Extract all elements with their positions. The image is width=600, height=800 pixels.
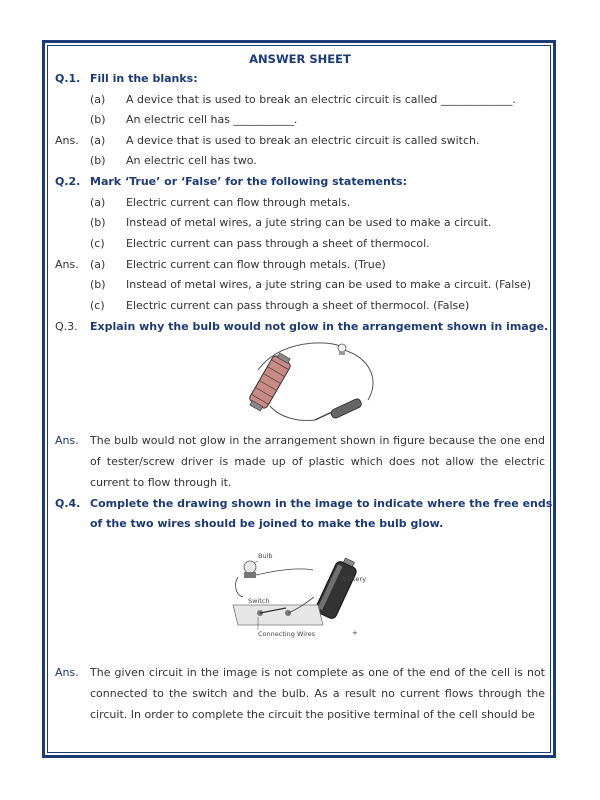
figure-label-bulb: Bulb bbox=[258, 552, 273, 560]
q4-answer-label: Ans. bbox=[55, 666, 79, 679]
q1-question: Fill in the blanks: bbox=[90, 72, 198, 85]
q1-answer-a-text: A device that is used to break an electric circuit is called switch. bbox=[126, 134, 480, 147]
q1-answer-b-label: (b) bbox=[90, 154, 106, 167]
q3-question: Explain why the bulb would not glow in the arrangement shown in image. bbox=[90, 320, 549, 333]
q2-answer-a-label: (a) bbox=[90, 258, 106, 271]
figure-label-plus: + bbox=[352, 629, 358, 637]
q4-answer-text: The given circuit in the image is not complete as one of the end of the cell is not connected to the switch and the bulb. As a result no current flows through the circuit. In order to complete the circuit the positive terminal of the cell should be bbox=[90, 666, 545, 721]
q2-item-b-text: Instead of metal wires, a jute string can be used to make a circuit. bbox=[126, 216, 492, 229]
q1-number: Q.1. bbox=[55, 72, 81, 85]
q2-number: Q.2. bbox=[55, 175, 81, 188]
q1-answer-label: Ans. bbox=[55, 134, 79, 147]
q1-item-a-text: A device that is used to break an electric circuit is called _____________. bbox=[126, 93, 516, 106]
figure-label-connecting-wires: Connecting Wires bbox=[258, 630, 315, 638]
q4-number: Q.4. bbox=[55, 497, 81, 510]
q3-answer-text: The bulb would not glow in the arrangement shown in figure because the one end of tester/screw driver is made up of plastic which does not allow the electric current to flow through it. bbox=[90, 434, 545, 489]
tester-circuit-figure bbox=[240, 338, 390, 430]
q3-number: Q.3. bbox=[55, 320, 78, 333]
q1-item-b-text: An electric cell has ___________. bbox=[126, 113, 298, 126]
q1-item-a-label: (a) bbox=[90, 93, 106, 106]
figure-label-switch: Switch bbox=[248, 597, 270, 605]
q2-item-a-text: Electric current can flow through metals. bbox=[126, 196, 351, 209]
q1-answer-b-text: An electric cell has two. bbox=[126, 154, 257, 167]
q1-item-b-label: (b) bbox=[90, 113, 106, 126]
circuit-figure bbox=[228, 545, 378, 645]
q1-answer-a-label: (a) bbox=[90, 134, 106, 147]
q2-answer-a-text: Electric current can flow through metals. (True) bbox=[126, 258, 386, 271]
q2-item-a-label: (a) bbox=[90, 196, 106, 209]
q4-question-line1: Complete the drawing shown in the image to indicate where the free ends bbox=[90, 497, 553, 510]
q3-answer-label: Ans. bbox=[55, 434, 79, 447]
q2-answer-b-label: (b) bbox=[90, 278, 106, 291]
q2-answer-label: Ans. bbox=[55, 258, 79, 271]
q2-answer-c-text: Electric current can pass through a sheet of thermocol. (False) bbox=[126, 299, 470, 312]
q2-item-c-text: Electric current can pass through a sheet of thermocol. bbox=[126, 237, 430, 250]
q2-item-c-label: (c) bbox=[90, 237, 105, 250]
figure-label-battery: Battery bbox=[342, 575, 367, 583]
page-title: ANSWER SHEET bbox=[249, 52, 351, 66]
q2-question: Mark ‘True’ or ‘False’ for the following statements: bbox=[90, 175, 407, 188]
q2-answer-b-text: Instead of metal wires, a jute string can be used to make a circuit. (False) bbox=[126, 278, 532, 291]
q2-item-b-label: (b) bbox=[90, 216, 106, 229]
q4-question-line2: of the two wires should be joined to make the bulb glow. bbox=[90, 517, 444, 530]
q2-answer-c-label: (c) bbox=[90, 299, 105, 312]
